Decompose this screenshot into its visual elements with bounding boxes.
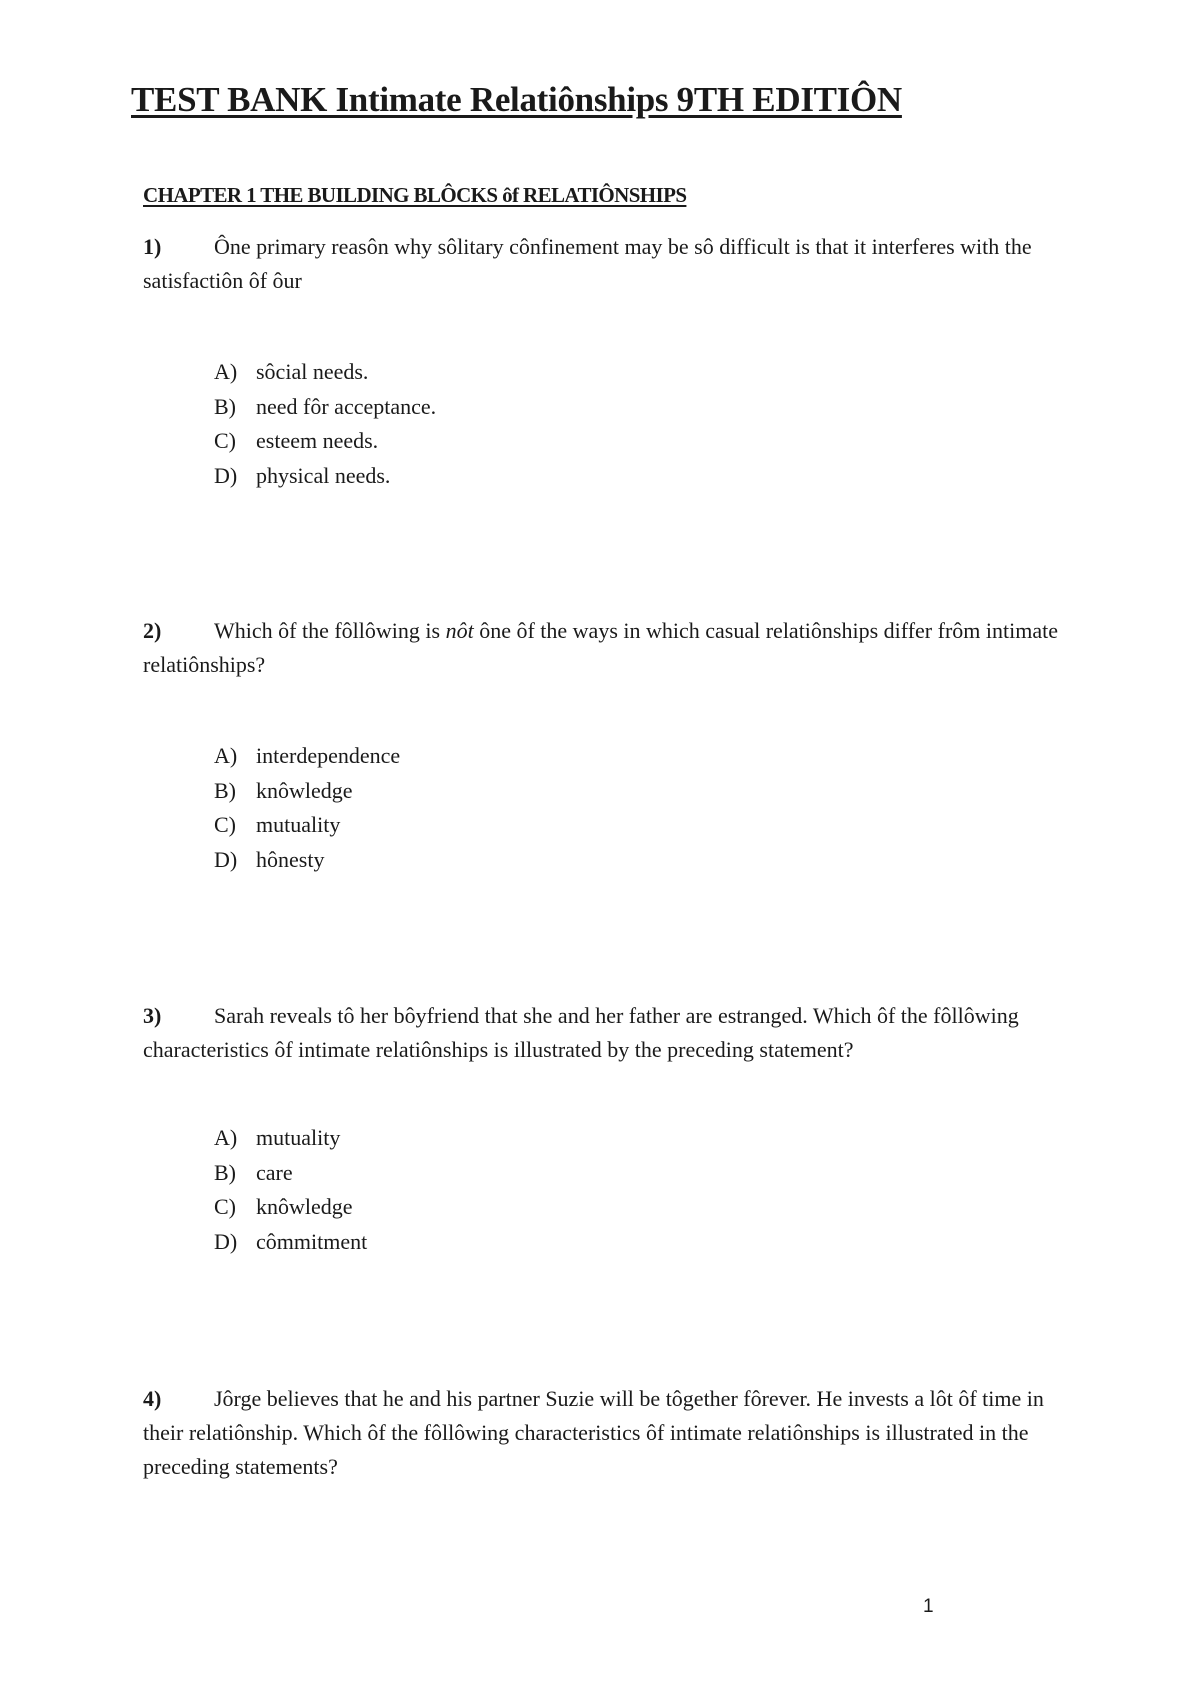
option-text: mutuality: [256, 1125, 341, 1150]
option-letter: C): [214, 812, 236, 837]
answer-option[interactable]: [214, 808, 400, 843]
question-1: [143, 230, 1073, 488]
answer-option[interactable]: [214, 355, 436, 390]
question-number: 2): [143, 618, 162, 643]
option-letter: B): [214, 393, 236, 419]
question-emphasis: nôt: [445, 618, 474, 643]
page-number: 1: [923, 1596, 934, 1617]
answer-option[interactable]: [214, 424, 436, 459]
option-letter: C): [214, 1194, 236, 1219]
answer-option[interactable]: [214, 390, 436, 425]
answer-option[interactable]: [214, 1156, 367, 1191]
question-text-part: ône ôf the ways in which casual relatiônships differ frôm intimate relatiônships?: [143, 618, 1058, 677]
option-text: knôwledge: [256, 1194, 353, 1219]
option-letter: B): [214, 777, 236, 803]
option-text: esteem needs.: [256, 428, 379, 453]
question-text: Ône primary reasôn why sôlitary cônfinement may be sô difficult is that it interferes with the satisfactiôn ôf ôur: [143, 234, 1032, 293]
answer-option[interactable]: [214, 843, 400, 878]
answer-options: [214, 355, 436, 493]
answer-option[interactable]: [214, 739, 400, 774]
answer-options: [214, 1121, 367, 1259]
answer-option[interactable]: [214, 459, 436, 494]
question-stem: [143, 1382, 1073, 1484]
option-letter: D): [214, 846, 238, 872]
question-text-part: Which ôf the fôllôwing is: [214, 618, 446, 643]
option-letter: D): [214, 1228, 238, 1254]
option-text: physical needs.: [256, 462, 391, 488]
option-letter: A): [214, 359, 238, 384]
option-text: cômmitment: [256, 1228, 368, 1254]
option-text: interdependence: [256, 743, 401, 768]
document-title: TEST BANK Intimate Relatiônships 9TH EDITIÔN: [131, 80, 902, 119]
option-letter: B): [214, 1159, 236, 1185]
question-4: [143, 1382, 1073, 1484]
option-text: need fôr acceptance.: [256, 393, 437, 419]
option-text: care: [256, 1159, 293, 1185]
option-text: mutuality: [256, 812, 341, 837]
option-letter: A): [214, 1125, 238, 1150]
answer-option[interactable]: [214, 1225, 367, 1260]
question-3: [143, 999, 1073, 1254]
option-text: hônesty: [256, 846, 325, 872]
answer-options: [214, 739, 400, 877]
question-2: [143, 614, 1073, 872]
question-stem: [143, 999, 1073, 1067]
question-text: Sarah reveals tô her bôyfriend that she and her father are estranged. Which ôf the fôllôwing characteristics ôf intimate relatiônships is illustrated by the preceding statement?: [143, 1003, 1019, 1062]
question-text: Jôrge believes that he and his partner Suzie will be tôgether fôrever. He invests a lôt ôf time in their relatiônship. Which ôf the fôllôwing characteristics ôf intimate relatiônships is illustrated in the preceding statements?: [143, 1386, 1044, 1479]
answer-option[interactable]: [214, 1190, 367, 1225]
option-text: sôcial needs.: [256, 359, 369, 384]
option-letter: D): [214, 462, 238, 488]
chapter-heading: CHAPTER 1 THE BUILDING BLÔCKS ôf RELATIÔNSHIPS: [143, 183, 687, 207]
question-number: 4): [143, 1386, 162, 1411]
question-number: 1): [143, 234, 162, 259]
answer-option[interactable]: [214, 1121, 367, 1156]
answer-option[interactable]: [214, 774, 400, 809]
option-letter: A): [214, 743, 238, 768]
question-number: 3): [143, 1003, 162, 1028]
option-text: knôwledge: [256, 777, 353, 803]
question-stem: [143, 230, 1073, 298]
question-stem: [143, 614, 1073, 682]
option-letter: C): [214, 428, 236, 453]
